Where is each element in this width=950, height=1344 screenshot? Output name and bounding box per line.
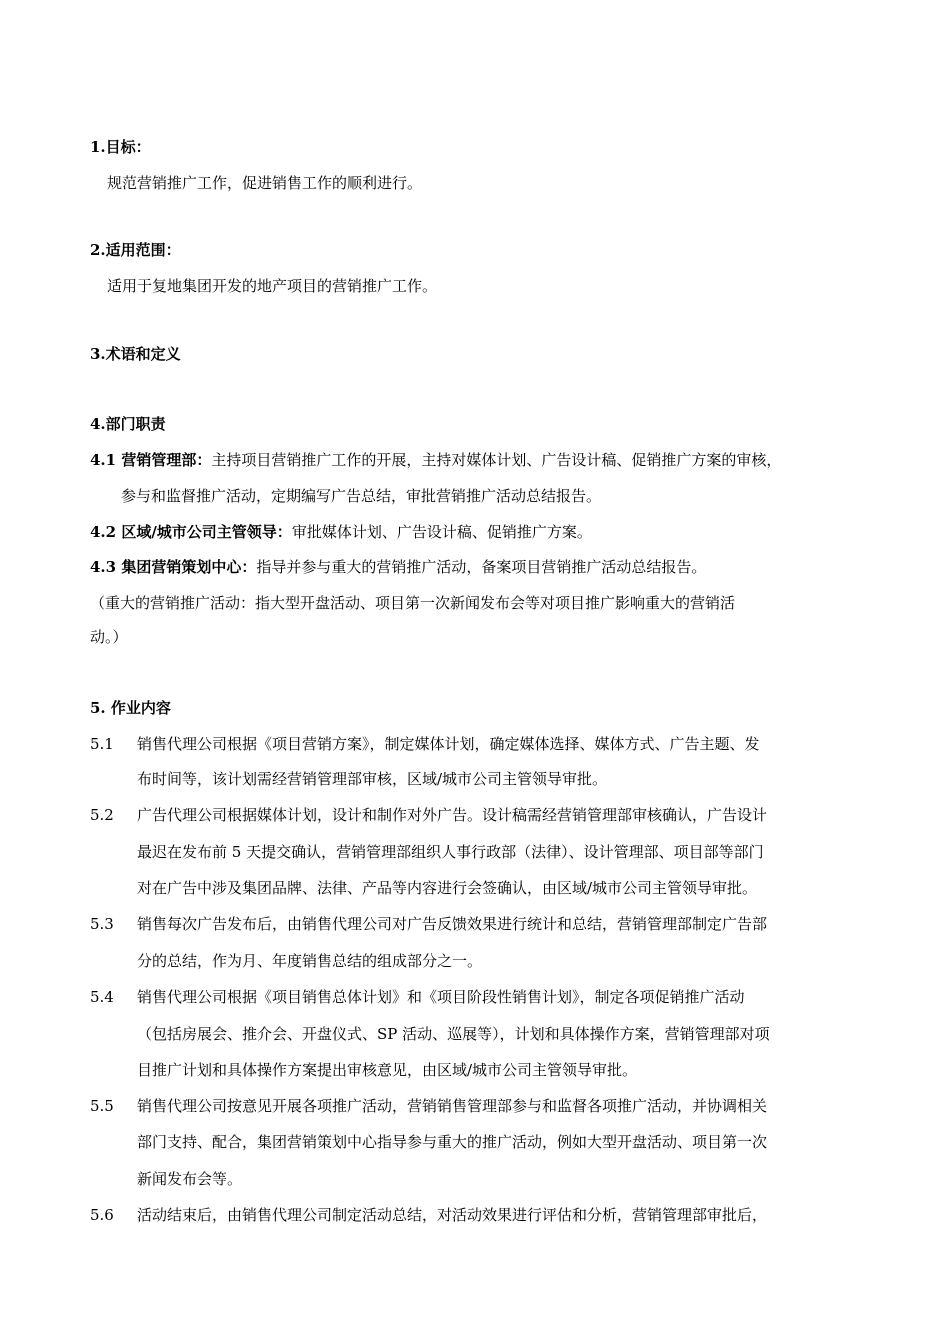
section-4-1-line2: 参与和监督推广活动，定期编写广告总结，审批营销推广活动总结报告。 bbox=[121, 487, 602, 505]
item-line: 销售代理公司根据《项目营销方案》，制定媒体计划，确定媒体选择、媒体方式、广告主题、发 bbox=[137, 735, 760, 753]
item-line: 分的总结，作为月、年度销售总结的组成部分之一。 bbox=[137, 952, 483, 970]
section-3-title: 3.术语和定义 bbox=[90, 345, 181, 363]
section-1-body: 规范营销推广工作，促进销售工作的顺利进行。 bbox=[107, 174, 423, 192]
item-number: 5.2 bbox=[90, 806, 114, 824]
section-4-3-text: 指导并参与重大的营销推广活动，备案项目营销推广活动总结报告。 bbox=[256, 558, 707, 576]
item-number: 5.3 bbox=[90, 915, 114, 933]
section-4-1-label: 4.1 营销管理部： bbox=[90, 451, 212, 469]
item-number: 5.4 bbox=[90, 988, 114, 1006]
item-line: 新闻发布会等。 bbox=[137, 1170, 243, 1188]
item-line: 对在广告中涉及集团品牌、法律、产品等内容进行会签确认，由区域/城市公司主管领导审批。 bbox=[137, 879, 758, 897]
item-number: 5.6 bbox=[90, 1206, 114, 1224]
item-line: 布时间等，该计划需经营销管理部审核，区域/城市公司主管领导审批。 bbox=[137, 770, 608, 788]
section-4-1 bbox=[90, 450, 781, 470]
section-4-2-text: 审批媒体计划、广告设计稿、促销推广方案。 bbox=[291, 523, 592, 541]
section-2-body: 适用于复地集团开发的地产项目的营销推广工作。 bbox=[107, 277, 438, 295]
section-4-3 bbox=[90, 557, 706, 577]
item-number: 5.5 bbox=[90, 1097, 114, 1115]
section-4-2-label: 4.2 区域/城市公司主管领导： bbox=[90, 523, 292, 541]
item-line: 最迟在发布前 5 天提交确认，营销管理部组织人事行政部（法律）、设计管理部、项目部等部门 bbox=[137, 843, 764, 861]
section-2-title: 2.适用范围： bbox=[90, 241, 181, 259]
item-line: 销售每次广告发布后，由销售代理公司对广告反馈效果进行统计和总结，营销管理部制定广告部 bbox=[137, 915, 768, 933]
section-4-2 bbox=[90, 522, 592, 542]
section-4-title: 4.部门职责 bbox=[90, 415, 166, 433]
item-line: （包括房展会、推介会、开盘仪式、SP 活动、巡展等），计划和具体操作方案，营销管理部对项 bbox=[137, 1025, 770, 1043]
item-line: 活动结束后，由销售代理公司制定活动总结，对活动效果进行评估和分析，营销管理部审批后， bbox=[137, 1206, 768, 1224]
section-4-note-line1: （重大的营销推广活动：指大型开盘活动、项目第一次新闻发布会等对项目推广影响重大的营销活 bbox=[90, 594, 736, 612]
item-line: 销售代理公司根据《项目销售总体计划》和《项目阶段性销售计划》，制定各项促销推广活动 bbox=[137, 988, 745, 1006]
item-line: 部门支持、配合，集团营销策划中心指导参与重大的推广活动，例如大型开盘活动、项目第一次 bbox=[137, 1133, 768, 1151]
section-1-title: 1.目标： bbox=[90, 138, 151, 156]
section-4-note-line2: 动。） bbox=[90, 628, 128, 646]
item-line: 销售代理公司按意见开展各项推广活动，营销销售管理部参与和监督各项推广活动，并协调相关 bbox=[137, 1097, 768, 1115]
section-4-1-text: 主持项目营销推广工作的开展，主持对媒体计划、广告设计稿、促销推广方案的审核， bbox=[211, 451, 782, 469]
section-5-title: 5. 作业内容 bbox=[90, 699, 171, 717]
item-line: 目推广计划和具体操作方案提出审核意见，由区域/城市公司主管领导审批。 bbox=[137, 1061, 638, 1079]
item-line: 广告代理公司根据媒体计划，设计和制作对外广告。设计稿需经营销管理部审核确认，广告设计 bbox=[137, 806, 768, 824]
item-number: 5.1 bbox=[90, 735, 114, 753]
section-4-3-label: 4.3 集团营销策划中心： bbox=[90, 558, 257, 576]
